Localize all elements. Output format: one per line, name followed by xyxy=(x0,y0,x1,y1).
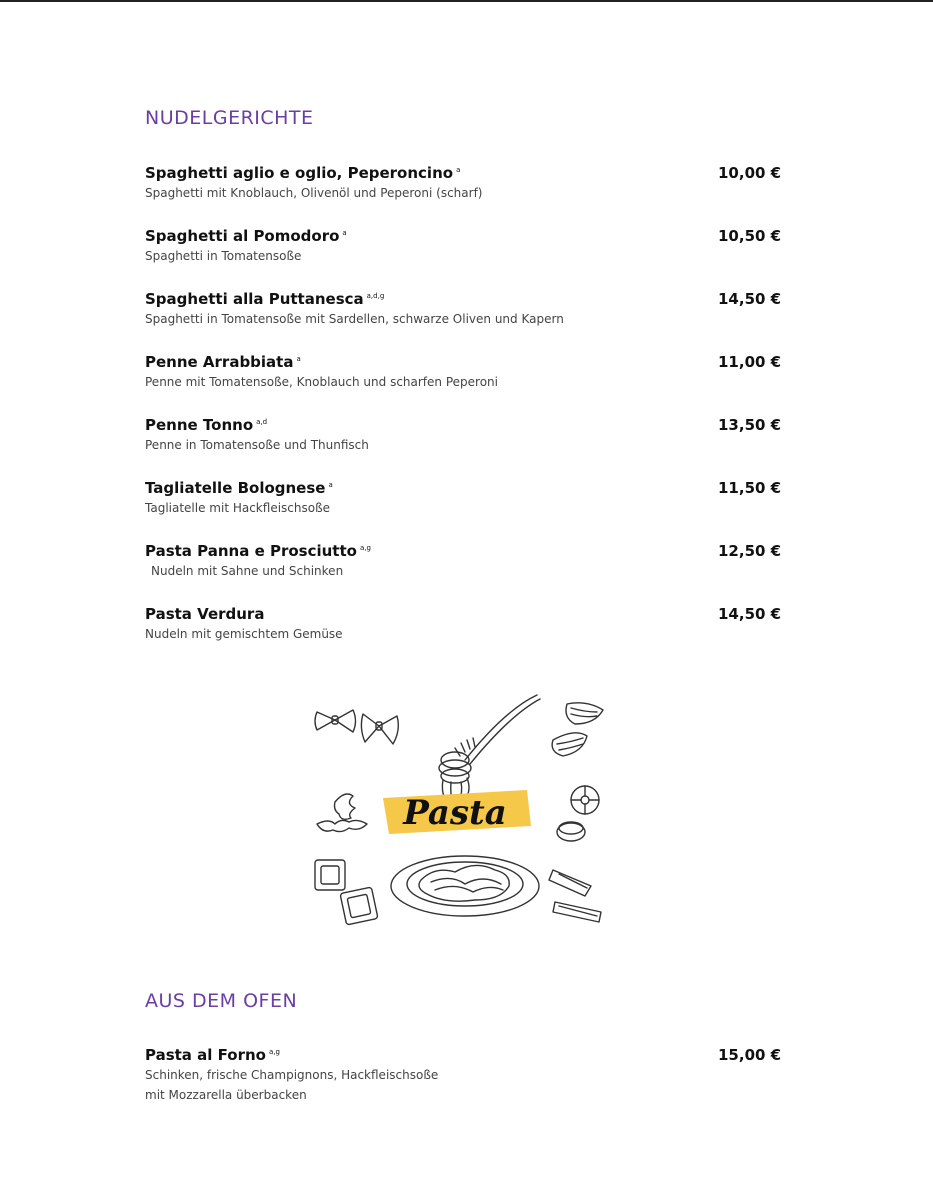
item-name: Penne Tonno $^{a,d}$ xyxy=(145,416,268,434)
rigatoni-icon xyxy=(557,822,585,841)
menu-item xyxy=(145,353,780,416)
farfalle-icon xyxy=(361,714,398,744)
menu-item xyxy=(145,479,780,542)
menu-item xyxy=(145,290,780,353)
item-price: 14,50 € xyxy=(718,605,782,623)
item-name: Spaghetti al Pomodoro $^a$ xyxy=(145,227,347,245)
top-border xyxy=(0,0,933,2)
allergen-codes: a xyxy=(296,355,301,363)
allergen-codes: a xyxy=(456,166,461,174)
section-title-nudelgerichte: NUDELGERICHTE xyxy=(145,107,314,129)
menu-item xyxy=(145,605,780,668)
ravioli-icon xyxy=(315,860,378,925)
item-description-line2: mit Mozzarella überbacken xyxy=(145,1088,307,1102)
allergen-codes: a,d,g xyxy=(366,292,385,300)
item-description: Tagliatelle mit Hackfleischsoße xyxy=(145,501,331,515)
item-price: 10,00 € xyxy=(718,164,782,182)
rotelle-icon xyxy=(571,786,599,814)
item-price: 15,00 € xyxy=(718,1046,782,1064)
item-name: Pasta Verdura xyxy=(145,605,265,623)
fusilli-icon xyxy=(317,794,367,832)
plate-icon xyxy=(391,856,539,916)
allergen-codes: a,d xyxy=(256,418,268,426)
allergen-codes: a xyxy=(342,229,347,237)
item-description: Spaghetti in Tomatensoße xyxy=(145,249,302,263)
allergen-codes: a xyxy=(328,481,333,489)
item-description: Penne in Tomatensoße und Thunfisch xyxy=(145,438,369,452)
pasta-banner xyxy=(383,790,531,834)
farfalle-icon xyxy=(315,710,356,732)
pasta-illustration xyxy=(305,690,615,940)
menu-item xyxy=(145,164,780,227)
penne-icon xyxy=(549,870,601,922)
item-description: Schinken, frische Champignons, Hackfleischsoße xyxy=(145,1068,439,1082)
menu-item xyxy=(145,542,780,605)
menu-item xyxy=(145,1046,780,1116)
item-description: Spaghetti mit Knoblauch, Olivenöl und Peperoni (scharf) xyxy=(145,186,483,200)
fork-icon xyxy=(455,695,540,764)
allergen-codes: a,g xyxy=(268,1048,280,1056)
item-name: Penne Arrabbiata $^a$ xyxy=(145,353,301,371)
item-name: Tagliatelle Bolognese $^a$ xyxy=(145,479,333,497)
item-name: Pasta al Forno $^{a,g}$ xyxy=(145,1046,280,1064)
item-name: Pasta Panna e Prosciutto $^{a,g}$ xyxy=(145,542,371,560)
shell-pasta-icon xyxy=(566,703,603,724)
item-name: Spaghetti alla Puttanesca $^{a,d,g}$ xyxy=(145,290,385,308)
item-price: 10,50 € xyxy=(718,227,782,245)
item-name: Spaghetti aglio e oglio, Peperoncino $^a$ xyxy=(145,164,461,182)
item-price: 11,50 € xyxy=(718,479,782,497)
item-price: 13,50 € xyxy=(718,416,782,434)
item-price: 11,00 € xyxy=(718,353,782,371)
allergen-codes: a,g xyxy=(359,544,371,552)
item-description: Penne mit Tomatensoße, Knoblauch und scharfen Peperoni xyxy=(145,375,498,389)
menu-item xyxy=(145,227,780,290)
item-price: 12,50 € xyxy=(718,542,782,560)
menu-list-aus-dem-ofen xyxy=(145,1046,780,1116)
menu-item xyxy=(145,416,780,479)
shell-pasta-icon xyxy=(552,733,587,756)
section-title-aus-dem-ofen: AUS DEM OFEN xyxy=(145,990,298,1012)
menu-list-nudelgerichte xyxy=(145,164,780,668)
item-description: Spaghetti in Tomatensoße mit Sardellen, schwarze Oliven und Kapern xyxy=(145,312,564,326)
pasta-banner-label: Pasta xyxy=(403,793,507,833)
item-description: Nudeln mit gemischtem Gemüse xyxy=(145,627,343,641)
item-price: 14,50 € xyxy=(718,290,782,308)
item-description: Nudeln mit Sahne und Schinken xyxy=(151,564,344,578)
